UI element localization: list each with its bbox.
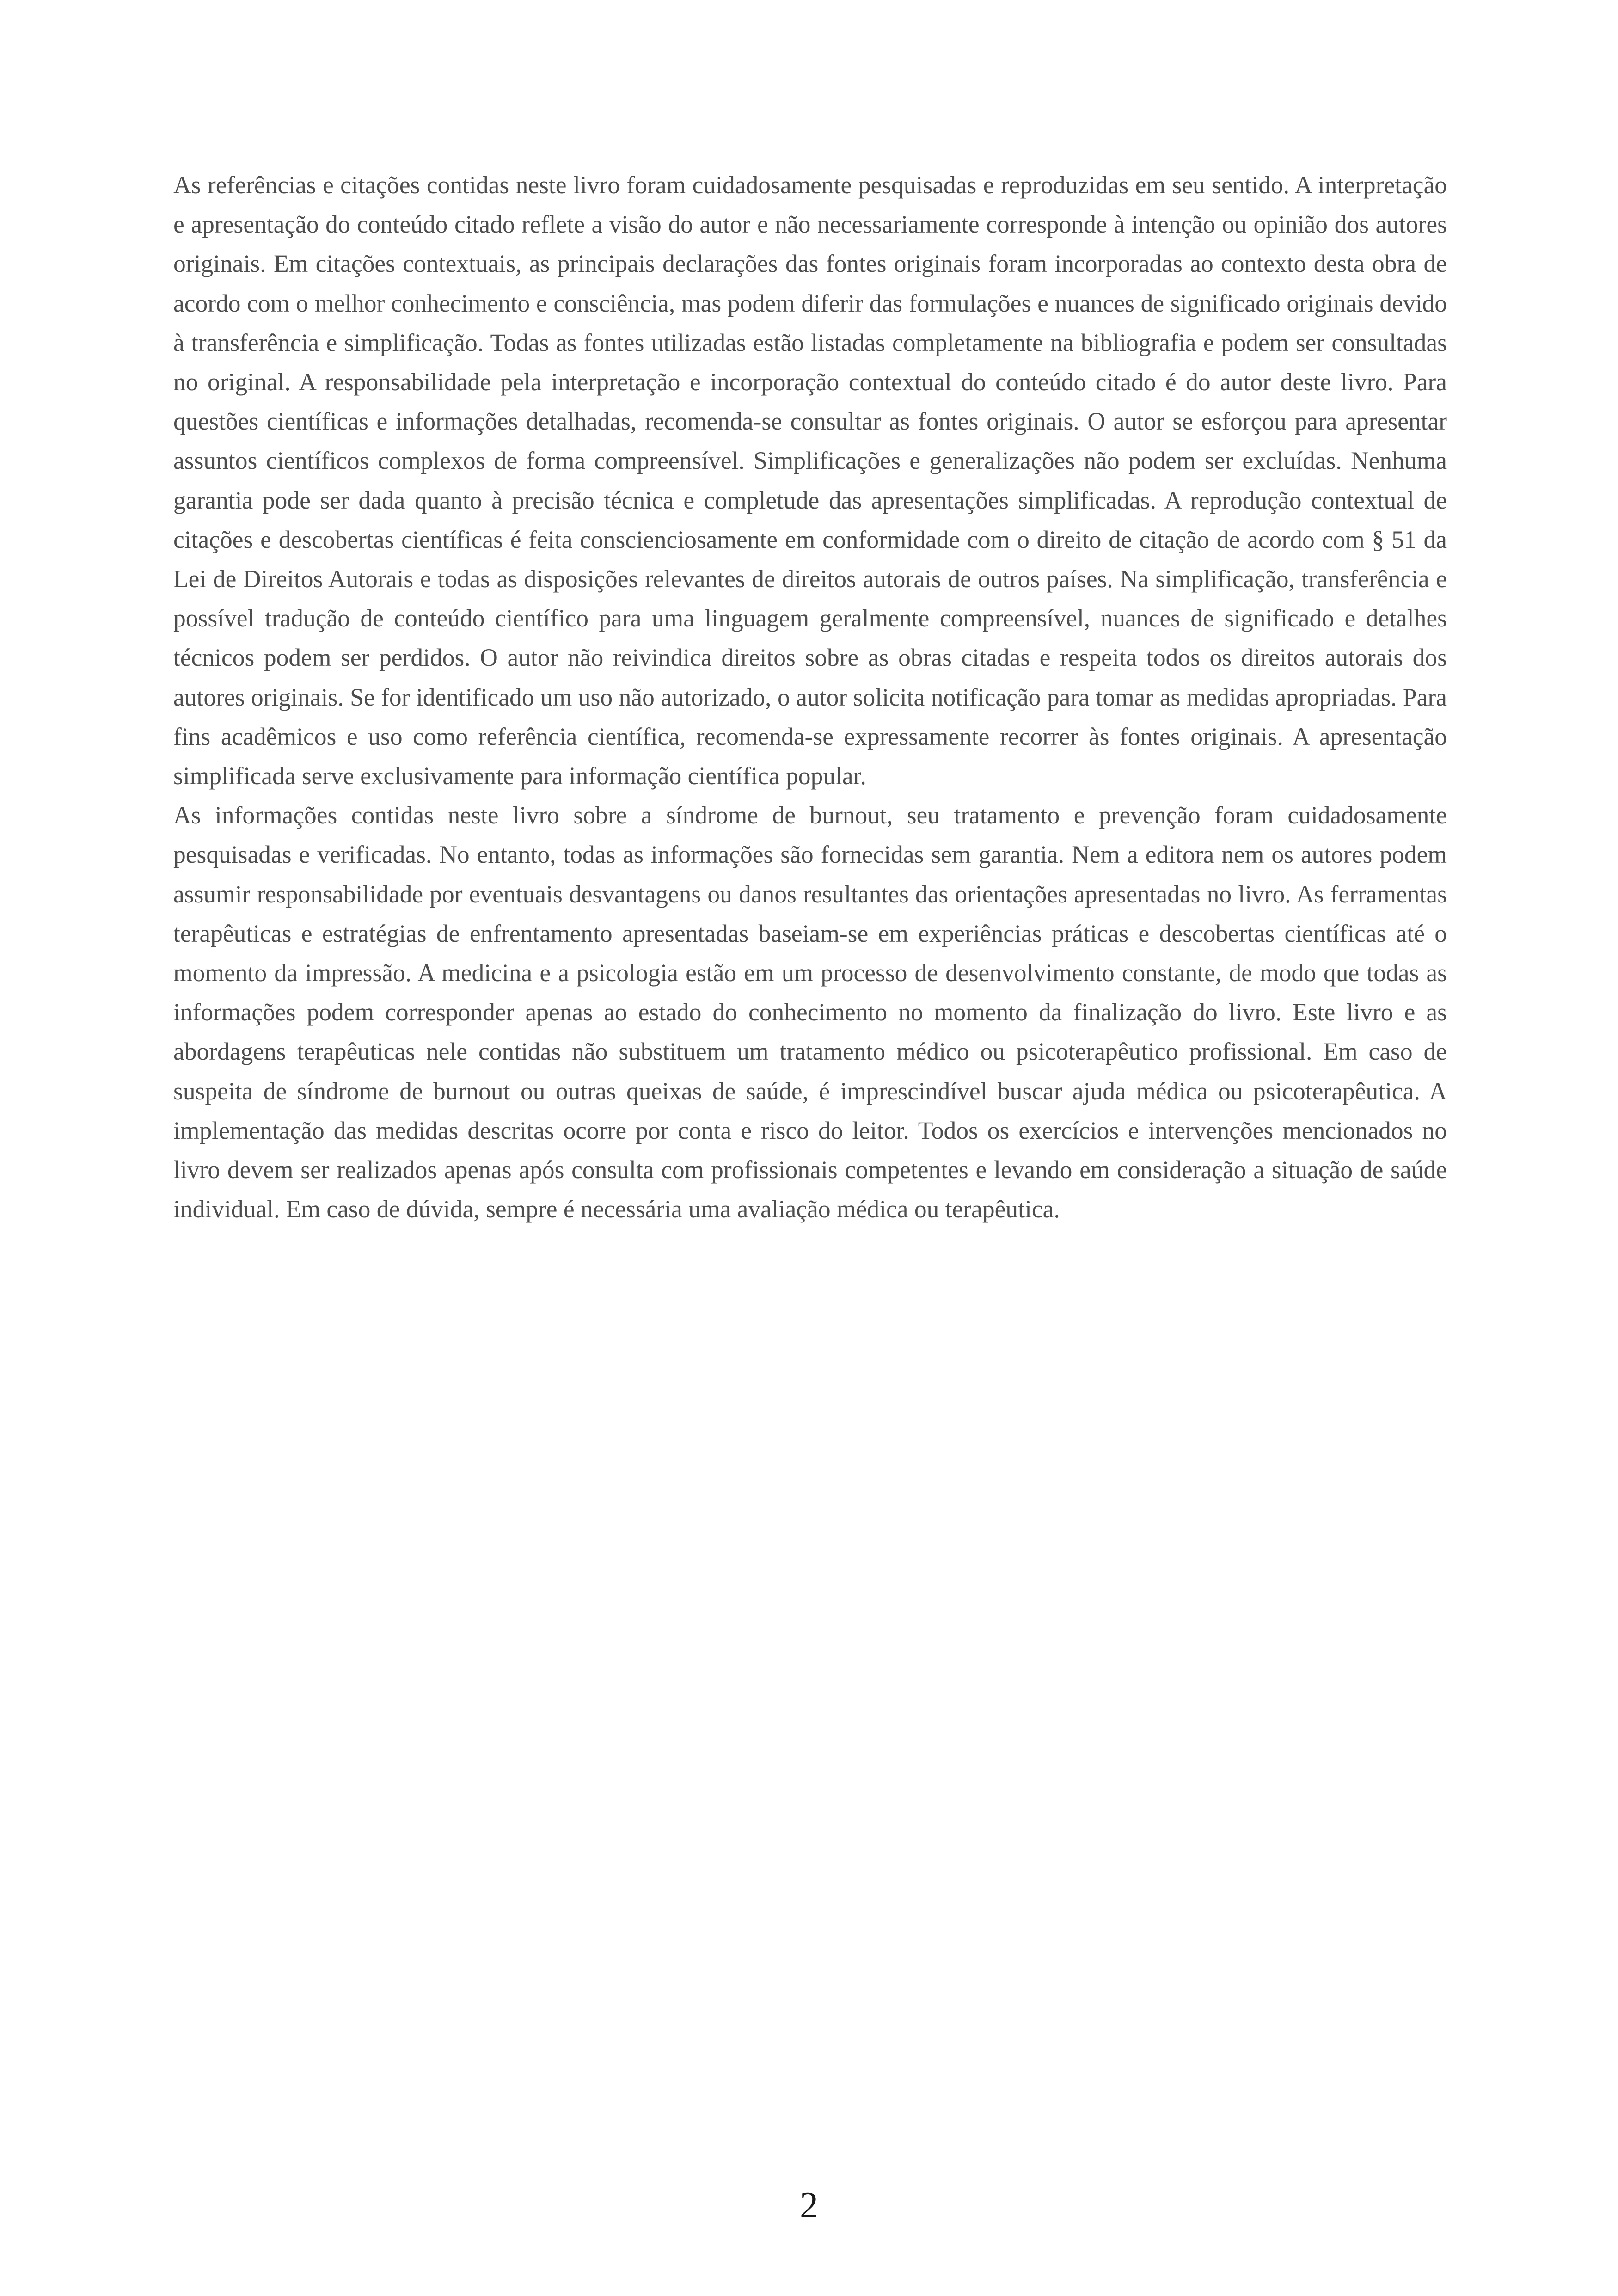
page-number: 2: [800, 2185, 818, 2226]
paragraph-medical-disclaimer: As informações contidas neste livro sobre a síndrome de burnout, seu tratamento e prevenção foram cuidadosamente pesquisadas e verificadas. No entanto, todas as informações são fornecidas sem garantia. Nem a editora nem os autores podem assumir responsabilidade por eventuais desvantagens ou danos resultantes das orientações apresentadas no livro. As ferramentas terapêuticas e estratégias de enfrentamento apresentadas baseiam-se em experiências práticas e descobertas científicas até o momento da impressão. A medicina e a psicologia estão em um processo de desenvolvimento constante, de modo que todas as informações podem corresponder apenas ao estado do conhecimento no momento da finalização do livro. Este livro e as abordagens terapêuticas nele contidas não substituem um tratamento médico ou psicoterapêutico profissional. Em caso de suspeita de síndrome de burnout ou outras queixas de saúde, é imprescindível buscar ajuda médica ou psicoterapêutica. A implementação das medidas descritas ocorre por conta e risco do leitor. Todos os exercícios e intervenções mencionados no livro devem ser realizados apenas após consulta com profissionais competentes e levando em consideração a situação de saúde individual. Em caso de dúvida, sempre é necessária uma avaliação médica ou terapêutica.: [173, 801, 1447, 1223]
paragraph-references-disclaimer: As referências e citações contidas neste livro foram cuidadosamente pesquisadas e reproduzidas em seu sentido. A interpretação e apresentação do conteúdo citado reflete a visão do autor e não necessariamente corresponde à intenção ou opinião dos autores originais. Em citações contextuais, as principais declarações das fontes originais foram incorporadas ao contexto desta obra de acordo com o melhor conhecimento e consciência, mas podem diferir das formulações e nuances de significado originais devido à transferência e simplificação. Todas as fontes utilizadas estão listadas completamente na bibliografia e podem ser consultadas no original. A responsabilidade pela interpretação e incorporação contextual do conteúdo citado é do autor deste livro. Para questões científicas e informações detalhadas, recomenda-se consultar as fontes originais. O autor se esforçou para apresentar assuntos científicos complexos de forma compreensível. Simplificações e generalizações não podem ser excluídas. Nenhuma garantia pode ser dada quanto à precisão técnica e completude das apresentações simplificadas. A reprodução contextual de citações e descobertas científicas é feita conscienciosamente em conformidade com o direito de citação de acordo com § 51 da Lei de Direitos Autorais e todas as disposições relevantes de direitos autorais de outros países. Na simplificação, transferência e possível tradução de conteúdo científico para uma linguagem geralmente compreensível, nuances de significado e detalhes técnicos podem ser perdidos. O autor não reivindica direitos sobre as obras citadas e respeita todos os direitos autorais dos autores originais. Se for identificado um uso não autorizado, o autor solicita notificação para tomar as medidas apropriadas. Para fins acadêmicos e uso como referência científica, recomenda-se expressamente recorrer às fontes originais. A apresentação simplificada serve exclusivamente para informação científica popular.: [173, 171, 1447, 790]
body-text: [173, 166, 1447, 1229]
